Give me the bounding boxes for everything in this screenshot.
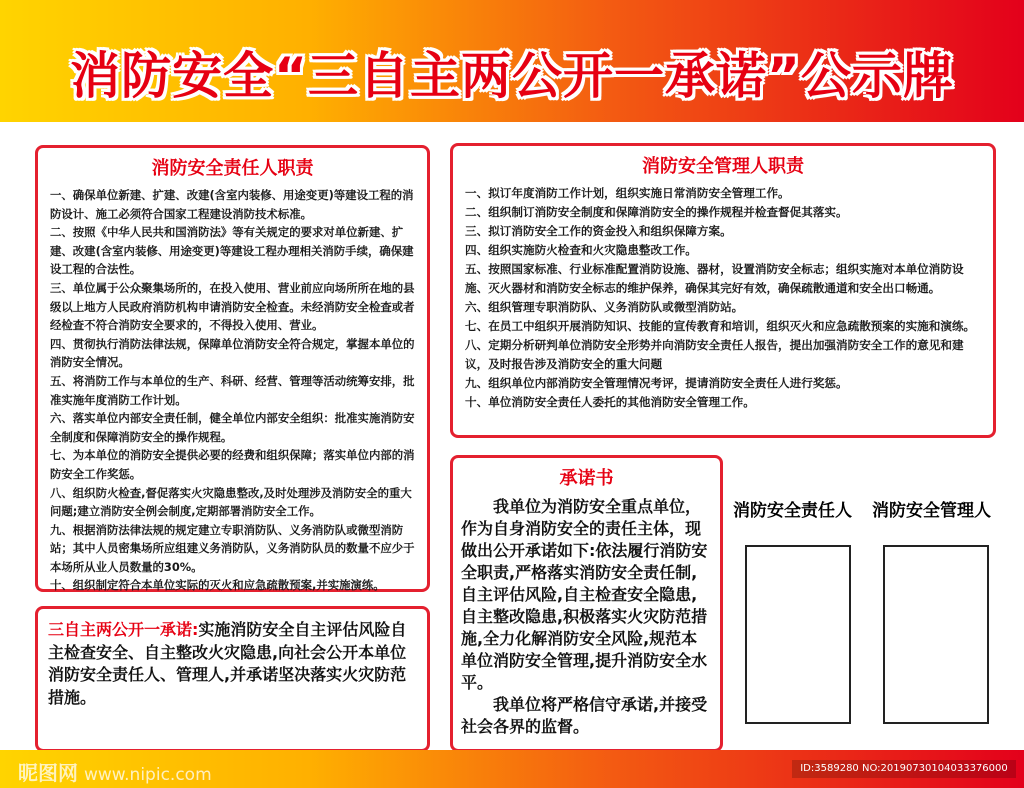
- list-item: 一、拟订年度消防工作计划，组织实施日常消防安全管理工作。: [465, 186, 790, 200]
- pledge-body: [453, 496, 720, 738]
- page-title: 消防安全“三自主两公开一承诺”公示牌: [70, 47, 954, 105]
- watermark-url: www.nipic.com: [84, 765, 212, 785]
- image-id-strip: ID:3589280 NO:20190730104033376000: [792, 760, 1016, 778]
- list-item: 七、为本单位的消防安全提供必要的经费和组织保障；落实单位内部的消防安全工作奖惩。: [50, 448, 415, 481]
- responsible-person-photo-box: [745, 545, 851, 724]
- watermark: [18, 757, 212, 786]
- list-item: 二、组织制订消防安全制度和保障消防安全的操作规程并检查督促其落实。: [465, 205, 848, 219]
- list-item: 十、单位消防安全责任人委托的其他消防安全管理工作。: [465, 395, 755, 409]
- responsible-duties-panel: [35, 145, 430, 592]
- list-item: 八、定期分析研判单位消防安全形势并向消防安全责任人报告，提出加强消防安全工作的意见和建议，及时报告涉及消防安全的重大问题: [465, 338, 964, 371]
- watermark-logo-text: 昵图网: [18, 761, 78, 785]
- responsible-duties-title: 消防安全责任人职责: [151, 158, 314, 179]
- manager-duties-panel: [450, 143, 996, 438]
- commitment-panel: [35, 606, 430, 752]
- list-item: 三、拟订消防安全工作的资金投入和组织保障方案。: [465, 224, 732, 238]
- list-item: 七、在员工中组织开展消防知识、技能的宣传教育和培训，组织灭火和应急疏散预案的实施和演练。: [465, 319, 976, 333]
- list-item: 九、组织单位内部消防安全管理情况考评，提请消防安全责任人进行奖惩。: [465, 376, 848, 390]
- list-item: 十、组织制定符合本单位实际的灭火和应急疏散预案,并实施演练。: [50, 578, 385, 593]
- list-item: 四、组织实施防火检查和火灾隐患整改工作。: [465, 243, 697, 257]
- list-item: 九、根据消防法律法规的规定建立专职消防队、义务消防队或微型消防站；其中人员密集场所应组建义务消防队，义务消防队员的数量不应少于本场所从业人员数量的30%。: [50, 522, 415, 574]
- list-item: 五、将消防工作与本单位的生产、科研、经营、管理等活动统筹安排，批准实施年度消防工作计划。: [50, 373, 415, 407]
- manager-person-photo-box: [883, 545, 989, 724]
- commitment-lead: 三自主两公开一承诺:: [48, 620, 199, 639]
- responsible-duties-list: [38, 186, 427, 595]
- list-item: 一、确保单位新建、扩建、改建(含室内装修、用途变更)等建设工程的消防设计、施工必须符合国家工程建设消防技术标准。: [50, 188, 414, 221]
- list-item: 六、组织管理专职消防队、义务消防队或微型消防站。: [465, 300, 744, 314]
- manager-duties-title: 消防安全管理人职责: [642, 156, 804, 177]
- list-item: 八、组织防火检查,督促落实火灾隐患整改,及时处理涉及消防安全的重大问题;建立消防安全例会制度,定期部署消防安全工作。: [50, 485, 412, 519]
- commitment-body: 实施消防安全自主评估风险自主检查安全、自主整改火灾隐患,向社会公开本单位消防安全责任人、管理人,并承诺坚决落实火灾防范措施。: [48, 620, 407, 707]
- pledge-panel: [450, 455, 723, 752]
- commitment-text: [38, 609, 427, 709]
- pledge-paragraph: 我单位将严格信守承诺,并接受社会各界的监督。: [461, 695, 708, 736]
- manager-duties-list: [453, 184, 993, 412]
- responsible-person-label: 消防安全责任人: [733, 501, 852, 521]
- list-item: 二、按照《中华人民共和国消防法》等有关规定的要求对单位新建、扩建、改建(含室内装修、用途变更)等建设工程办理相关消防手续，确保建设工程的合法性。: [50, 225, 414, 277]
- list-item: 四、贯彻执行消防法律法规，保障单位消防安全符合规定，掌握本单位的消防安全情况。: [50, 336, 415, 370]
- pledge-title: 承诺书: [559, 468, 614, 489]
- pledge-paragraph: 我单位为消防安全重点单位，作为自身消防安全的责任主体，现做出公开承诺如下:依法履行消防安全职责,严格落实消防安全责任制,自主评估风险,自主检查安全隐患,自主整改隐患,积极落实火灾防范措施,全力化解消防安全风险,规范本单位消防安全管理,提升消防安全水平。: [461, 497, 708, 692]
- list-item: 三、单位属于公众聚集场所的，在投入使用、营业前应向场所所在地的县级以上地方人民政府消防机构申请消防安全检查。未经消防安全检查或者经检查不符合消防安全要求的，不得投入使用、营业。: [50, 280, 415, 333]
- list-item: 五、按照国家标准、行业标准配置消防设施、器材，设置消防安全标志；组织实施对本单位消防设施、灭火器材和消防安全标志的维护保养，确保其完好有效，确保疏散通道和安全出口畅通。: [465, 262, 964, 295]
- manager-person-label: 消防安全管理人: [872, 501, 991, 521]
- list-item: 六、落实单位内部安全责任制，健全单位内部安全组织：批准实施消防安全制度和保障消防安全的操作规程。: [50, 411, 415, 444]
